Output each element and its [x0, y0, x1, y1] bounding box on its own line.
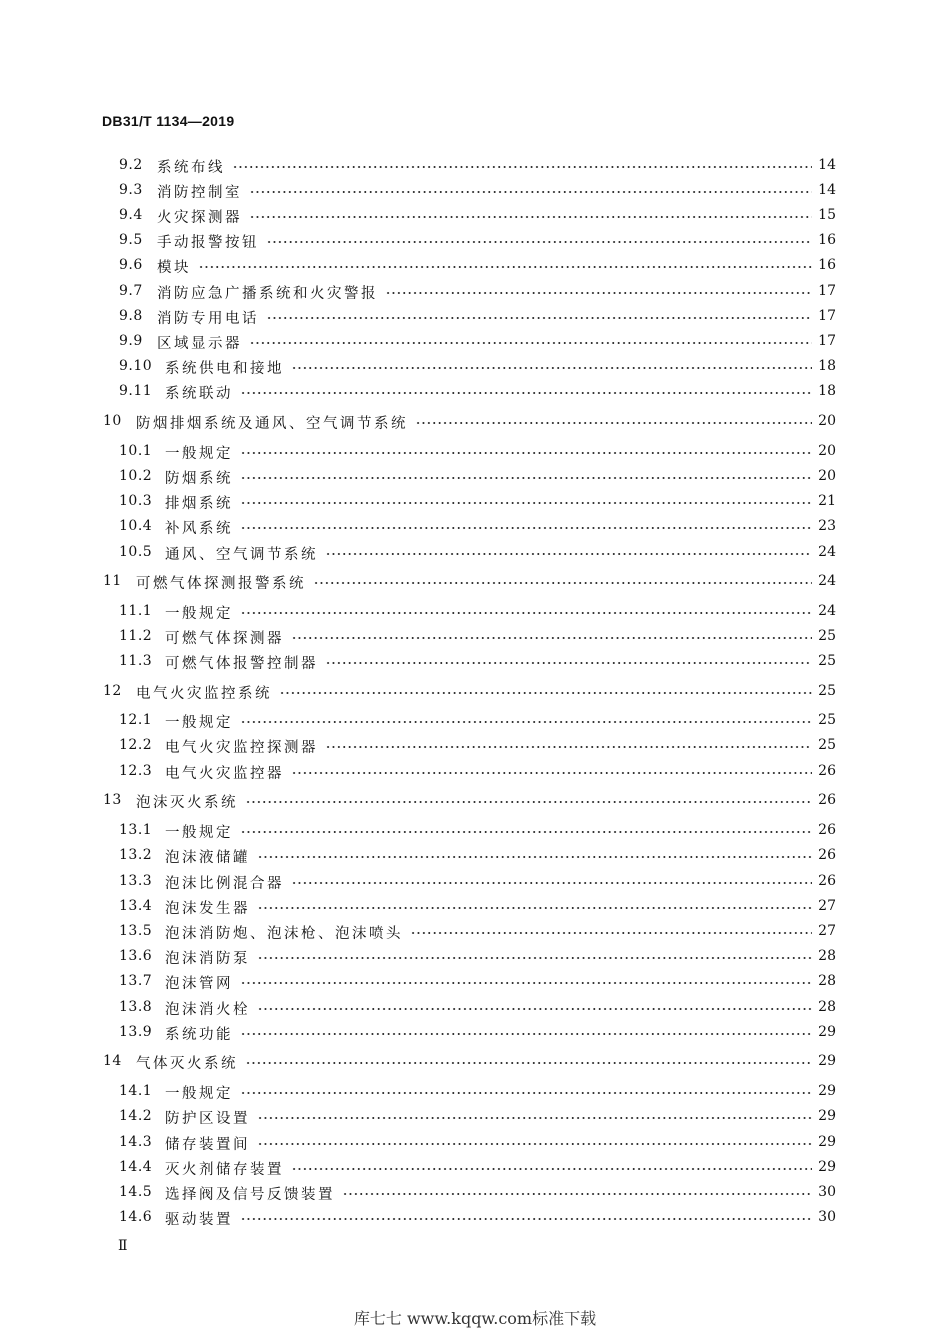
toc-entry[interactable] [0, 1206, 950, 1230]
toc-entry-number: 10.1 [119, 443, 153, 459]
toc-leader-dots [320, 662, 812, 664]
toc-entry[interactable] [0, 440, 950, 464]
toc-entry[interactable] [0, 895, 950, 919]
toc-entry-title: 可燃气体探测器 [165, 627, 290, 648]
toc-entry-page: 17 [818, 308, 836, 324]
toc-entry-title: 防护区设置 [165, 1107, 256, 1128]
toc-entry-number: 14.1 [119, 1083, 153, 1099]
toc-leader-dots [240, 801, 812, 803]
toc-entry-number: 14.6 [119, 1209, 153, 1225]
toc-entry-page: 25 [818, 737, 836, 753]
toc-entry-number: 9.11 [119, 383, 153, 399]
toc-leader-dots [252, 907, 812, 909]
toc-entry-number: 11.2 [119, 628, 153, 644]
toc-entry-number: 9.8 [119, 308, 143, 324]
toc-leader-dots [252, 1117, 812, 1119]
toc-entry-page: 29 [818, 1134, 836, 1150]
toc-entry-page: 26 [818, 763, 836, 779]
toc-leader-dots [235, 1218, 812, 1220]
toc-entry[interactable] [0, 1156, 950, 1180]
toc-entry[interactable] [0, 355, 950, 379]
toc-leader-dots [320, 553, 812, 555]
toc-entry-page: 24 [818, 544, 836, 560]
toc-entry-number: 13.1 [119, 822, 153, 838]
toc-entry-title: 系统联动 [165, 382, 239, 403]
toc-entry-page: 25 [818, 628, 836, 644]
toc-entry-title: 储存装置间 [165, 1133, 256, 1154]
toc-entry[interactable] [0, 490, 950, 514]
toc-entry-title: 灭火剂储存装置 [165, 1158, 290, 1179]
toc-leader-dots [235, 477, 812, 479]
toc-entry-title: 补风系统 [165, 517, 239, 538]
standard-code-header: DB31/T 1134—2019 [102, 113, 235, 129]
toc-entry-number: 9.9 [119, 333, 143, 349]
toc-entry-page: 28 [818, 973, 836, 989]
toc-entry-title: 火灾探测器 [157, 206, 248, 227]
toc-leader-dots [235, 1092, 812, 1094]
toc-entry-page: 14 [818, 157, 836, 173]
toc-entry[interactable] [0, 410, 950, 434]
toc-entry-title: 泡沫消火栓 [165, 998, 256, 1019]
toc-leader-dots [240, 1062, 812, 1064]
toc-entry[interactable] [0, 650, 950, 674]
toc-entry-title: 一般规定 [165, 442, 239, 463]
toc-entry-page: 28 [818, 999, 836, 1015]
toc-leader-dots [235, 452, 812, 454]
toc-entry-number: 14.5 [119, 1184, 153, 1200]
toc-entry[interactable] [0, 680, 950, 704]
toc-entry[interactable] [0, 970, 950, 994]
toc-entry-number: 12 [103, 683, 122, 699]
toc-entry[interactable] [0, 1181, 950, 1205]
toc-entry-page: 25 [818, 653, 836, 669]
toc-leader-dots [286, 637, 812, 639]
toc-entry[interactable] [0, 1080, 950, 1104]
toc-entry-page: 26 [818, 792, 836, 808]
toc-leader-dots [252, 856, 812, 858]
toc-entry-page: 20 [818, 468, 836, 484]
toc-entry-number: 12.3 [119, 763, 153, 779]
toc-entry-page: 17 [818, 333, 836, 349]
toc-entry-title: 泡沫消防泵 [165, 947, 256, 968]
toc-entry-title: 驱动装置 [165, 1208, 239, 1229]
toc-entry-number: 9.5 [119, 232, 143, 248]
toc-entry-page: 20 [818, 413, 836, 429]
toc-leader-dots [244, 342, 812, 344]
toc-entry-page: 30 [818, 1209, 836, 1225]
toc-leader-dots [235, 721, 812, 723]
toc-entry-page: 24 [818, 573, 836, 589]
toc-entry-page: 18 [818, 383, 836, 399]
toc-entry-number: 12.2 [119, 737, 153, 753]
toc-entry-page: 21 [818, 493, 836, 509]
toc-entry[interactable] [0, 600, 950, 624]
toc-entry[interactable] [0, 920, 950, 944]
toc-entry[interactable] [0, 870, 950, 894]
toc-entry-page: 25 [818, 712, 836, 728]
toc-leader-dots [261, 317, 812, 319]
toc-entry-page: 18 [818, 358, 836, 374]
toc-entry-page: 29 [818, 1053, 836, 1069]
toc-leader-dots [261, 241, 812, 243]
toc-entry-title: 通风、空气调节系统 [165, 543, 324, 564]
toc-entry[interactable] [0, 330, 950, 354]
toc-leader-dots [252, 1143, 812, 1145]
toc-entry-title: 电气火灾监控系统 [136, 682, 278, 703]
toc-entry[interactable] [0, 760, 950, 784]
toc-entry[interactable] [0, 541, 950, 565]
toc-entry-title: 系统布线 [157, 156, 231, 177]
toc-entry-number: 13.3 [119, 873, 153, 889]
toc-entry[interactable] [0, 204, 950, 228]
toc-entry-number: 9.10 [119, 358, 153, 374]
toc-entry[interactable] [0, 305, 950, 329]
toc-entry-page: 26 [818, 847, 836, 863]
toc-entry-title: 泡沫管网 [165, 972, 239, 993]
toc-entry-number: 10 [103, 413, 122, 429]
toc-entry-number: 13.5 [119, 923, 153, 939]
toc-entry-number: 13.2 [119, 847, 153, 863]
toc-leader-dots [320, 746, 812, 748]
toc-entry-page: 27 [818, 923, 836, 939]
toc-entry-page: 16 [818, 232, 836, 248]
toc-leader-dots [235, 502, 812, 504]
toc-entry-number: 11.1 [119, 603, 153, 619]
toc-entry[interactable] [0, 1021, 950, 1045]
toc-leader-dots [286, 772, 812, 774]
watermark: 库七七 www.kqqw.com标准下载 [353, 1309, 597, 1328]
toc-entry[interactable] [0, 819, 950, 843]
toc-leader-dots [244, 216, 812, 218]
toc-leader-dots [244, 191, 812, 193]
toc-entry-title: 泡沫消防炮、泡沫枪、泡沫喷头 [165, 922, 409, 943]
toc-entry[interactable] [0, 380, 950, 404]
toc-entry-page: 28 [818, 948, 836, 964]
toc-entry[interactable] [0, 709, 950, 733]
toc-entry-number: 9.4 [119, 207, 143, 223]
toc-entry-title: 防烟系统 [165, 467, 239, 488]
toc-leader-dots [193, 266, 812, 268]
toc-entry-title: 防烟排烟系统及通风、空气调节系统 [136, 412, 414, 433]
toc-entry-number: 14.4 [119, 1159, 153, 1175]
toc-entry-number: 9.2 [119, 157, 143, 173]
toc-leader-dots [274, 692, 812, 694]
toc-entry-title: 消防应急广播系统和火灾警报 [157, 282, 384, 303]
toc-entry[interactable] [0, 254, 950, 278]
toc-entry-page: 23 [818, 518, 836, 534]
toc-entry-title: 泡沫比例混合器 [165, 872, 290, 893]
toc-entry-title: 消防专用电话 [157, 307, 265, 328]
toc-entry-number: 14.2 [119, 1108, 153, 1124]
toc-entry[interactable] [0, 179, 950, 203]
toc-entry-title: 系统供电和接地 [165, 357, 290, 378]
toc-entry-number: 13.6 [119, 948, 153, 964]
toc-leader-dots [286, 1168, 812, 1170]
toc-entry[interactable] [0, 625, 950, 649]
toc-entry-number: 10.2 [119, 468, 153, 484]
toc-leader-dots [252, 957, 812, 959]
toc-entry-title: 泡沫液储罐 [165, 846, 256, 867]
toc-entry[interactable] [0, 844, 950, 868]
toc-entry-title: 可燃气体报警控制器 [165, 652, 324, 673]
toc-entry-title: 消防控制室 [157, 181, 248, 202]
toc-entry-title: 泡沫发生器 [165, 897, 256, 918]
toc-entry-page: 26 [818, 873, 836, 889]
toc-entry-number: 11.3 [119, 653, 153, 669]
toc-entry-number: 9.7 [119, 283, 143, 299]
toc-leader-dots [286, 367, 812, 369]
toc-entry-page: 20 [818, 443, 836, 459]
toc-entry-number: 13.8 [119, 999, 153, 1015]
toc-entry-page: 29 [818, 1083, 836, 1099]
toc-entry[interactable] [0, 1131, 950, 1155]
toc-leader-dots [235, 612, 812, 614]
toc-entry-page: 27 [818, 898, 836, 914]
toc-entry-title: 一般规定 [165, 602, 239, 623]
toc-entry-number: 13.4 [119, 898, 153, 914]
toc-entry[interactable] [0, 515, 950, 539]
toc-entry[interactable] [0, 229, 950, 253]
toc-entry-page: 14 [818, 182, 836, 198]
toc-entry-page: 15 [818, 207, 836, 223]
toc-entry-title: 电气火灾监控探测器 [165, 736, 324, 757]
toc-entry-title: 一般规定 [165, 711, 239, 732]
toc-leader-dots [252, 1008, 812, 1010]
toc-entry-number: 9.3 [119, 182, 143, 198]
toc-entry-title: 一般规定 [165, 821, 239, 842]
toc-entry-number: 11 [103, 573, 122, 589]
toc-entry[interactable] [0, 570, 950, 594]
toc-entry-number: 13.9 [119, 1024, 153, 1040]
toc-entry-title: 一般规定 [165, 1082, 239, 1103]
toc-leader-dots [235, 982, 812, 984]
toc-entry[interactable] [0, 154, 950, 178]
toc-leader-dots [235, 527, 812, 529]
toc-leader-dots [380, 292, 812, 294]
toc-entry-number: 10.4 [119, 518, 153, 534]
toc-entry[interactable] [0, 465, 950, 489]
toc-entry-page: 17 [818, 283, 836, 299]
page-numeral: Ⅱ [118, 1238, 128, 1254]
toc-leader-dots [227, 166, 812, 168]
toc-entry-title: 电气火灾监控器 [165, 762, 290, 783]
toc-leader-dots [410, 422, 812, 424]
toc-entry-title: 泡沫灭火系统 [136, 791, 244, 812]
toc-entry-page: 24 [818, 603, 836, 619]
toc-entry-number: 10.3 [119, 493, 153, 509]
toc-entry[interactable] [0, 996, 950, 1020]
toc-entry-title: 可燃气体探测报警系统 [136, 572, 312, 593]
toc-entry[interactable] [0, 280, 950, 304]
toc-leader-dots [235, 392, 812, 394]
toc-entry-page: 29 [818, 1108, 836, 1124]
toc-entry-number: 9.6 [119, 257, 143, 273]
toc-entry-number: 12.1 [119, 712, 153, 728]
toc-leader-dots [286, 882, 812, 884]
toc-entry-page: 29 [818, 1024, 836, 1040]
toc-entry-page: 30 [818, 1184, 836, 1200]
toc-entry-number: 10.5 [119, 544, 153, 560]
toc-leader-dots [235, 1033, 812, 1035]
toc-entry-page: 26 [818, 822, 836, 838]
toc-entry[interactable] [0, 1050, 950, 1074]
toc-leader-dots [235, 831, 812, 833]
toc-entry-number: 13.7 [119, 973, 153, 989]
toc-entry-page: 29 [818, 1159, 836, 1175]
toc-entry[interactable] [0, 734, 950, 758]
toc-entry[interactable] [0, 789, 950, 813]
toc-entry[interactable] [0, 1105, 950, 1129]
toc-entry-number: 13 [103, 792, 122, 808]
toc-leader-dots [308, 582, 812, 584]
toc-entry-number: 14.3 [119, 1134, 153, 1150]
toc-entry-title: 模块 [157, 256, 197, 277]
toc-entry-title: 区域显示器 [157, 332, 248, 353]
toc-entry-title: 手动报警按钮 [157, 231, 265, 252]
toc-entry-page: 16 [818, 257, 836, 273]
toc-entry[interactable] [0, 945, 950, 969]
toc-leader-dots [405, 932, 812, 934]
toc-entry-title: 气体灭火系统 [136, 1052, 244, 1073]
toc-entry-title: 排烟系统 [165, 492, 239, 513]
toc-entry-title: 选择阀及信号反馈装置 [165, 1183, 341, 1204]
toc-leader-dots [337, 1193, 812, 1195]
toc-entry-page: 25 [818, 683, 836, 699]
toc-entry-title: 系统功能 [165, 1023, 239, 1044]
toc-entry-number: 14 [103, 1053, 122, 1069]
